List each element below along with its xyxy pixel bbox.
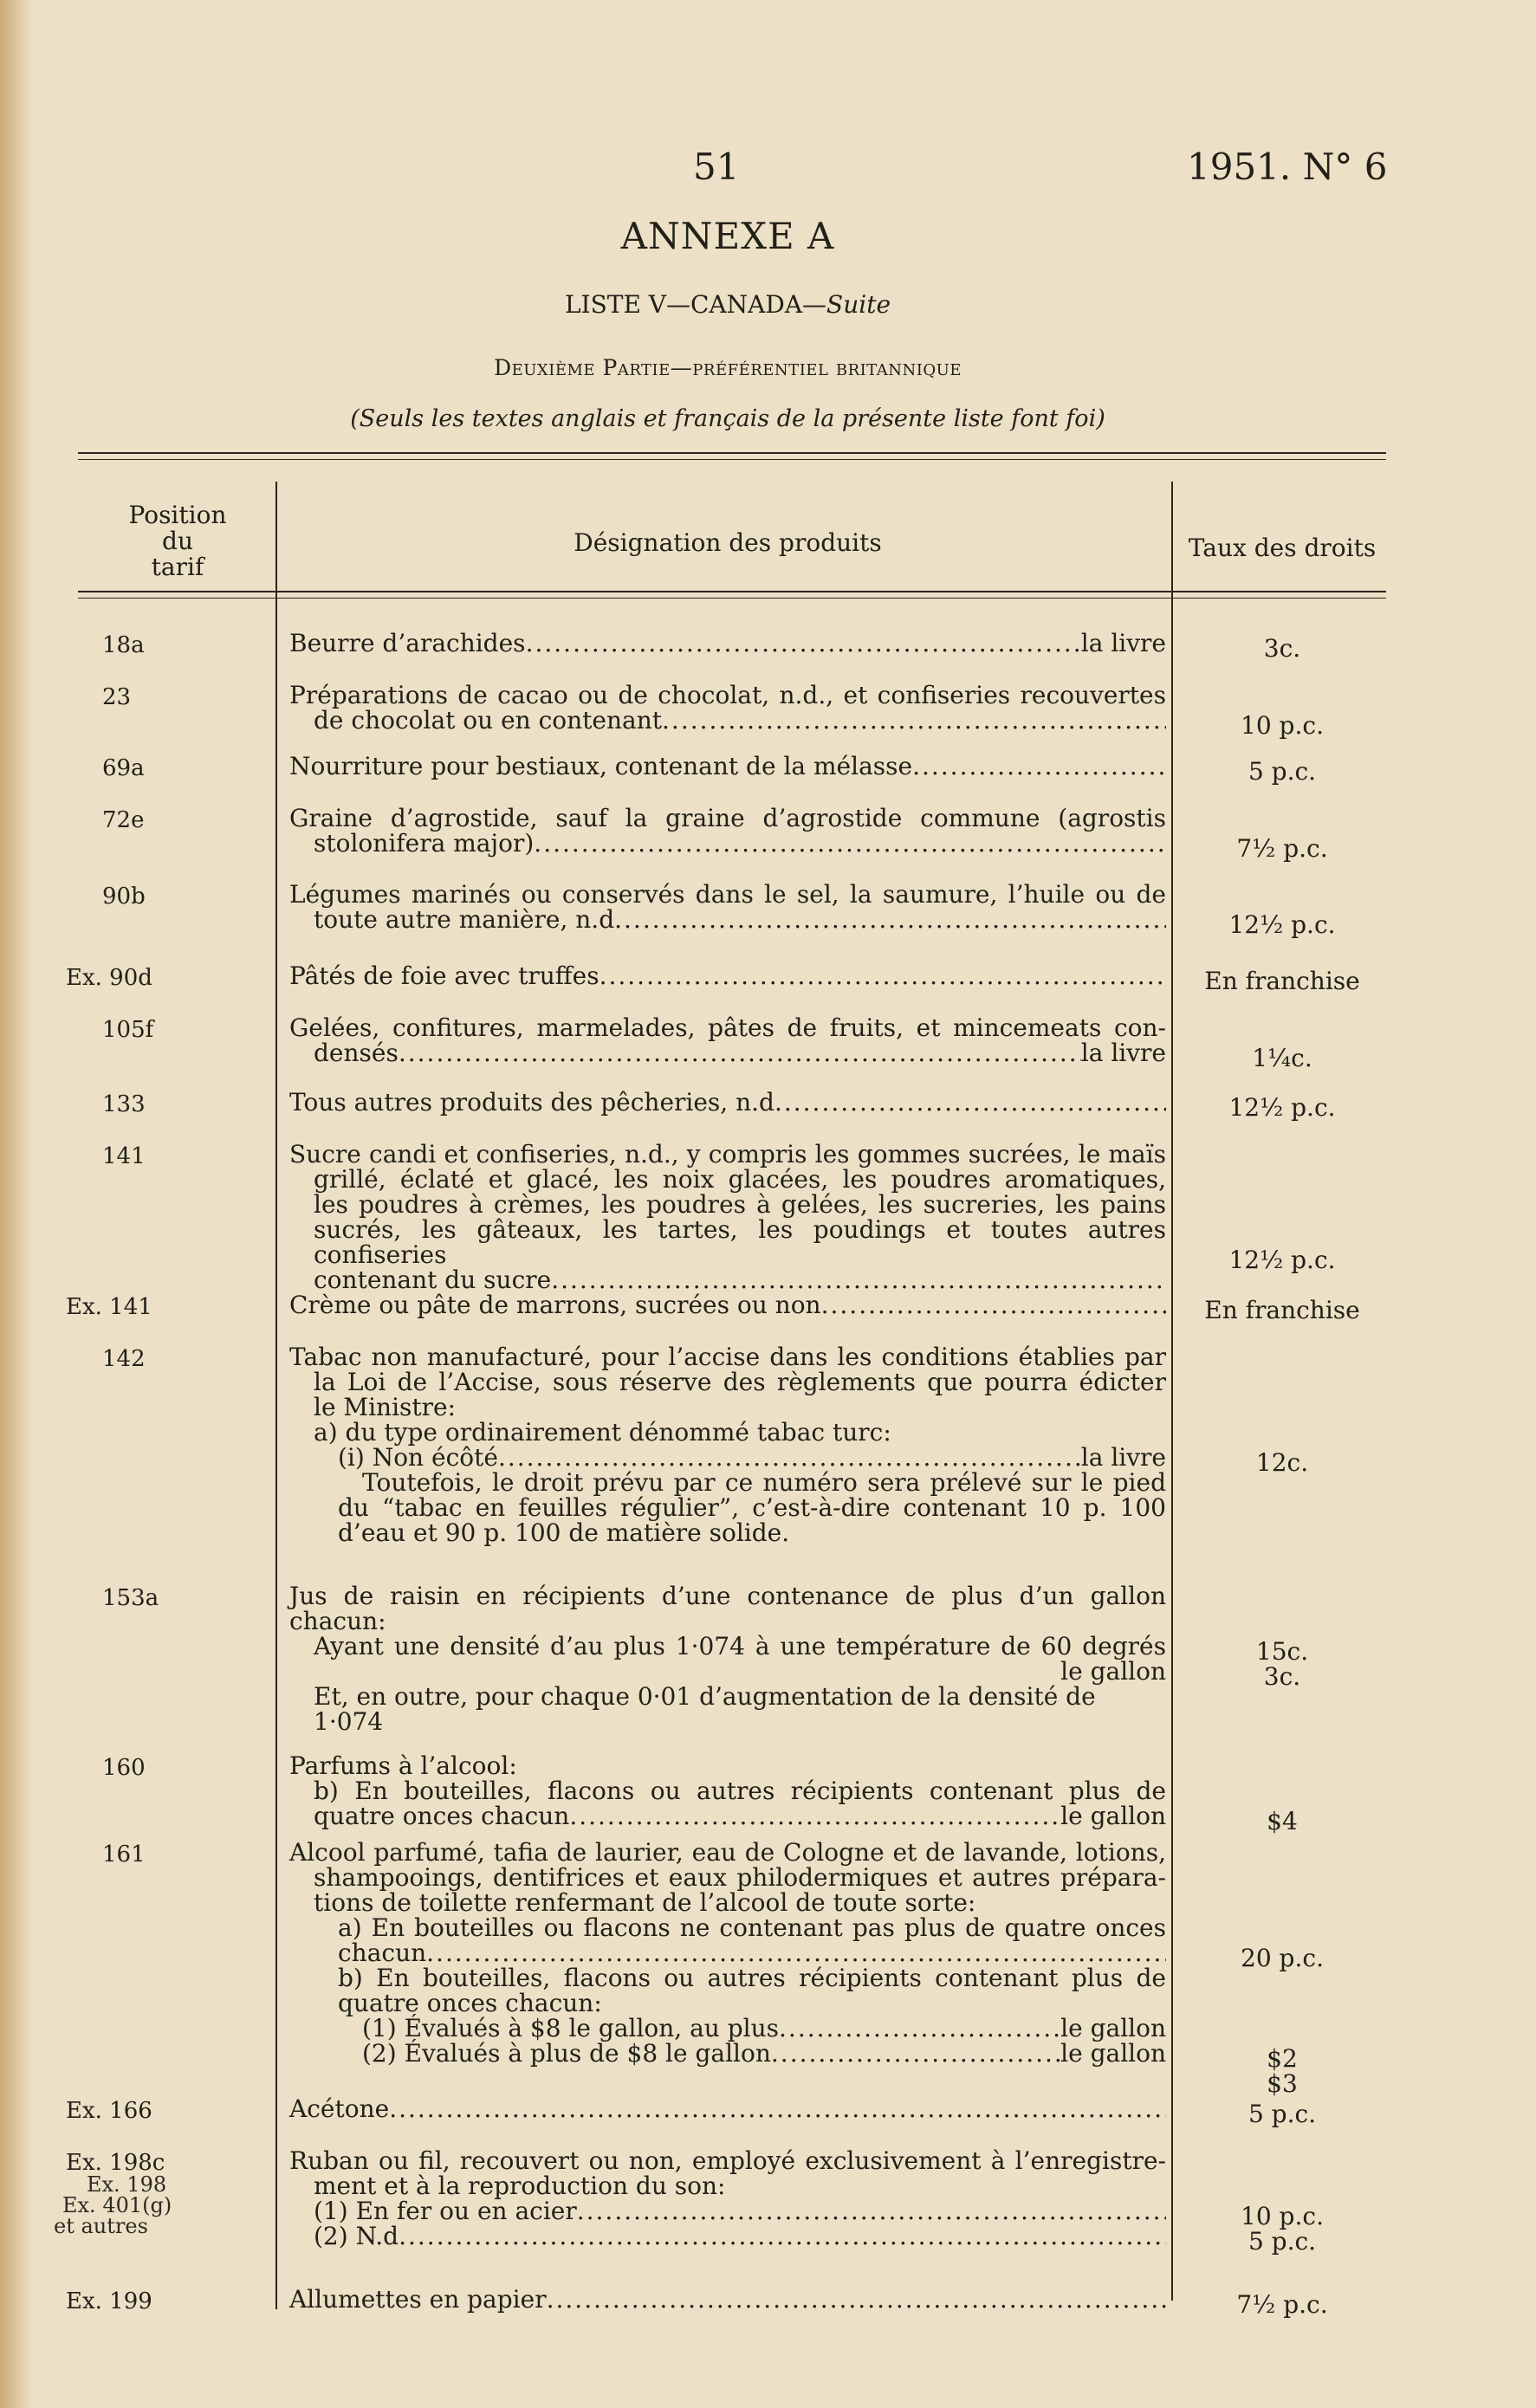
dot-leader <box>774 1090 1166 1115</box>
unit-label: le gallon <box>1060 1802 1166 1830</box>
designation-line <box>289 2198 1166 2224</box>
designation-line: le gallon <box>1060 1657 1166 1686</box>
designation-line <box>289 1292 1166 1317</box>
product-designation <box>289 1015 1166 1065</box>
designation-line: shampooings, dentifrices et eaux philodermiques et autres prépara- <box>314 1863 1166 1892</box>
top-rule <box>78 452 1386 454</box>
designation-line: Ruban ou fil, recouvert ou non, employé exclusivement à l’enregistre- <box>289 2146 1166 2175</box>
position-header-line: du <box>162 527 193 555</box>
tariff-code: 69a <box>102 755 145 781</box>
page-number: 51 <box>693 146 740 188</box>
duty-rate: 10 p.c. <box>1241 711 1324 740</box>
designation-line <box>289 2096 1166 2121</box>
designation-text: de chocolat ou en contenant <box>314 706 663 735</box>
subtitle-suite: Suite <box>826 290 891 319</box>
rate-header: Taux des droits <box>1188 534 1377 562</box>
designation-line: b) En bouteilles, flacons ou autres récipients contenant plus de <box>338 1964 1166 1992</box>
designation-text: Nourriture pour bestiaux, contenant de la mélasse <box>289 752 913 780</box>
product-designation <box>289 1142 1166 1292</box>
designation-line <box>289 1445 1166 1470</box>
designation-line <box>289 831 1166 856</box>
designation-text: (2) Évalués à plus de $8 le gallon <box>362 2039 771 2068</box>
designation-line: Graine d’agrostide, sauf la graine d’agrostide commune (agrostis <box>289 804 1166 832</box>
designation-header: Désignation des produits <box>574 528 882 557</box>
designation-line <box>289 1040 1166 1065</box>
header-rule-thin <box>78 598 1386 599</box>
product-designation <box>289 2096 1166 2121</box>
dot-leader <box>577 2198 1166 2224</box>
unit-label: la livre <box>1080 1443 1166 1472</box>
designation-line: ment et à la reproduction du son: <box>314 2172 726 2200</box>
authentic-note: (Seuls les textes anglais et français de la présente liste font foi) <box>350 405 1105 432</box>
position-header-line: Position <box>128 501 227 529</box>
duty-rate: 20 p.c. <box>1241 1944 1324 1972</box>
designation-text: Pâtés de foie avec truffes <box>289 961 599 990</box>
product-designation <box>289 1344 1166 1545</box>
product-designation <box>289 1292 1166 1317</box>
dot-leader <box>389 2096 1166 2121</box>
tariff-code: 105f <box>102 1017 154 1043</box>
duty-rate: 5 p.c. <box>1248 757 1317 786</box>
tariff-code: 161 <box>102 1842 146 1867</box>
dot-leader <box>569 1803 1060 1829</box>
duty-rate: 3c. <box>1263 1662 1301 1691</box>
designation-line: la Loi de l’Accise, sous réserve des règlements que pourra édicter <box>314 1368 1166 1396</box>
dot-leader <box>534 831 1166 856</box>
column-divider-right <box>1171 482 1173 2301</box>
tariff-code: 23 <box>102 684 132 710</box>
designation-line: Ayant une densité d’au plus 1·074 à une température de 60 degrés <box>314 1632 1166 1660</box>
designation-line: Tabac non manufacturé, pour l’accise dans les conditions établies par <box>289 1343 1166 1371</box>
duty-rate: En franchise <box>1204 967 1360 995</box>
duty-rate: 1¼c. <box>1252 1044 1312 1072</box>
dot-leader <box>526 631 1081 656</box>
designation-line: sucrés, les gâteaux, les tartes, les poudings et toutes autres confiseries <box>314 1215 1166 1269</box>
product-designation <box>289 631 1166 656</box>
designation-line <box>289 2041 1166 2066</box>
designation-line: Alcool parfumé, tafia de laurier, eau de Cologne et de lavande, lotions, <box>289 1838 1166 1867</box>
tariff-code: 141 <box>102 1143 146 1169</box>
duty-rate: $4 <box>1267 1807 1298 1835</box>
duty-rate: 12c. <box>1255 1448 1309 1477</box>
tariff-code-extra: Ex. 198 <box>87 2172 167 2197</box>
designation-text: (1) En fer ou en acier <box>314 2197 577 2225</box>
duty-rate: 10 p.c. <box>1241 2202 1324 2230</box>
tariff-code: 72e <box>102 807 145 833</box>
product-designation <box>289 1840 1166 2066</box>
designation-line <box>289 907 1166 932</box>
unit-label: le gallon <box>1060 2039 1166 2068</box>
product-designation <box>289 1090 1166 1115</box>
duty-rate: En franchise <box>1204 1296 1360 1324</box>
designation-text: quatre onces chacun <box>314 1802 570 1830</box>
tariff-code: Ex. 166 <box>66 2098 152 2124</box>
position-header-line: tarif <box>151 553 204 581</box>
subtitle-main: LISTE V—CANADA— <box>564 290 827 319</box>
tariff-code-extra: et autres <box>54 2214 148 2238</box>
dot-leader <box>399 2224 1166 2249</box>
designation-line <box>289 1803 1166 1829</box>
tariff-code: 90b <box>102 884 146 909</box>
designation-line <box>289 631 1166 656</box>
dot-leader <box>426 1940 1166 1965</box>
dot-leader <box>498 1445 1081 1470</box>
duty-rate: 7½ p.c. <box>1236 2290 1328 2319</box>
duty-rate: 12½ p.c. <box>1228 1093 1336 1122</box>
designation-line <box>289 1940 1166 1965</box>
unit-label: la livre <box>1080 1039 1166 1067</box>
tariff-code: Ex. 141 <box>66 1294 152 1320</box>
column-divider-left <box>275 482 277 2309</box>
duty-rate: 7½ p.c. <box>1236 834 1328 863</box>
tariff-code: 142 <box>102 1346 146 1372</box>
tariff-code-extra: Ex. 401(g) <box>62 2193 172 2217</box>
product-designation <box>289 806 1166 856</box>
part-heading: Deuxième Partie—préférentiel britannique <box>494 355 962 380</box>
dot-leader <box>547 2287 1166 2312</box>
designation-line: d’eau et 90 p. 100 de matière solide. <box>338 1518 790 1547</box>
product-designation <box>289 683 1166 733</box>
designation-line: b) En bouteilles, flacons ou autres récipients contenant plus de <box>314 1777 1166 1805</box>
dot-leader <box>614 907 1166 932</box>
dot-leader <box>662 708 1166 733</box>
duty-rate: 12½ p.c. <box>1228 1246 1336 1274</box>
product-designation <box>289 1583 1166 1734</box>
designation-text: Crème ou pâte de marrons, sucrées ou non <box>289 1291 821 1319</box>
header-rule <box>78 591 1386 592</box>
tariff-code: 160 <box>102 1755 146 1781</box>
dot-leader <box>599 963 1166 988</box>
duty-rate: 3c. <box>1263 634 1301 663</box>
dot-leader <box>771 2041 1060 2066</box>
tariff-code: 133 <box>102 1091 146 1117</box>
designation-line: Et, en outre, pour chaque 0·01 d’augmentation de la densité de 1·074 <box>314 1682 1096 1736</box>
duty-rate: 5 p.c. <box>1248 2227 1317 2256</box>
duty-rate: 12½ p.c. <box>1228 910 1336 939</box>
page-title: ANNEXE A <box>620 215 835 257</box>
designation-line <box>289 2224 1166 2249</box>
designation-text: (1) Évalués à $8 le gallon, au plus <box>362 2014 780 2042</box>
product-designation <box>289 882 1166 932</box>
designation-line: Jus de raisin en récipients d’une contenance de plus d’un gallon chacun: <box>289 1582 1166 1635</box>
designation-text: densés <box>314 1039 399 1067</box>
top-rule-thin <box>78 459 1386 460</box>
designation-line: Légumes marinés ou conservés dans le sel, la saumure, l’huile ou de <box>289 880 1166 909</box>
designation-line <box>289 1090 1166 1115</box>
duty-rate: 15c. <box>1255 1637 1309 1666</box>
dot-leader <box>912 754 1166 779</box>
designation-line <box>289 754 1166 779</box>
duty-rate: $2 <box>1267 2044 1298 2073</box>
product-designation <box>289 2148 1166 2249</box>
list-subtitle <box>0 290 1455 319</box>
designation-text: Allumettes en papier <box>289 2285 547 2314</box>
dot-leader <box>779 2016 1060 2041</box>
product-designation <box>289 2287 1166 2312</box>
tariff-code: Ex. 199 <box>66 2288 152 2314</box>
designation-line <box>289 1267 1166 1292</box>
designation-text: (i) Non écôté <box>338 1443 498 1472</box>
designation-line: Parfums à l’alcool: <box>289 1751 517 1780</box>
tariff-code: Ex. 198c <box>66 2150 165 2176</box>
duty-rate: $3 <box>1267 2069 1298 2098</box>
designation-line: a) En bouteilles ou flacons ne contenant pas plus de quatre onces <box>338 1913 1166 1942</box>
designation-line <box>289 2016 1166 2041</box>
designation-text: toute autre manière, n.d <box>314 905 615 934</box>
designation-line: quatre onces chacun: <box>338 1989 602 2017</box>
tariff-code: 153a <box>102 1585 159 1611</box>
designation-line: Gelées, confitures, marmelades, pâtes de fruits, et mincemeats con- <box>289 1013 1166 1042</box>
designation-line: du “tabac en feuilles régulier”, c’est-à-dire contenant 10 p. 100 <box>338 1493 1166 1522</box>
designation-text: stolonifera major) <box>314 829 535 858</box>
tariff-code: 18a <box>102 632 145 658</box>
unit-label: la livre <box>1080 629 1166 657</box>
designation-line <box>289 2287 1166 2312</box>
designation-line <box>289 708 1166 733</box>
position-header <box>95 502 260 580</box>
tariff-code: Ex. 90d <box>66 965 152 991</box>
designation-line: grillé, éclaté et glacé, les noix glacées, les poudres aromatiques, <box>314 1165 1166 1194</box>
designation-text: (2) N.d <box>314 2222 399 2250</box>
designation-line: a) du type ordinairement dénommé tabac turc: <box>314 1418 891 1447</box>
designation-line: Préparations de cacao ou de chocolat, n.d., et confiseries recouvertes <box>289 681 1166 709</box>
product-designation <box>289 1753 1166 1829</box>
product-designation <box>289 754 1166 779</box>
dot-leader <box>551 1267 1166 1292</box>
designation-line <box>289 963 1166 988</box>
designation-text: Tous autres produits des pêcheries, n.d <box>289 1088 774 1117</box>
designation-line: Sucre candi et confiseries, n.d., y compris les gommes sucrées, le maïs <box>289 1140 1166 1168</box>
designation-text: contenant du sucre <box>314 1265 552 1294</box>
designation-text: Beurre d’arachides <box>289 629 526 657</box>
dot-leader <box>821 1292 1166 1317</box>
designation-text: Acétone <box>289 2094 390 2123</box>
dot-leader <box>399 1040 1081 1065</box>
designation-line: le Ministre: <box>314 1393 457 1421</box>
product-designation <box>289 963 1166 988</box>
designation-line: les poudres à crèmes, les poudres à gelées, les sucreries, les pains <box>314 1190 1166 1219</box>
unit-label: le gallon <box>1060 2014 1166 2042</box>
duty-rate: 5 p.c. <box>1248 2100 1317 2128</box>
designation-line: tions de toilette renfermant de l’alcool de toute sorte: <box>314 1888 976 1917</box>
designation-text: chacun <box>338 1939 427 1967</box>
document-number: 1951. N° 6 <box>1187 146 1388 188</box>
designation-line: Toutefois, le droit prévu par ce numéro sera prélevé sur le pied <box>362 1468 1166 1497</box>
